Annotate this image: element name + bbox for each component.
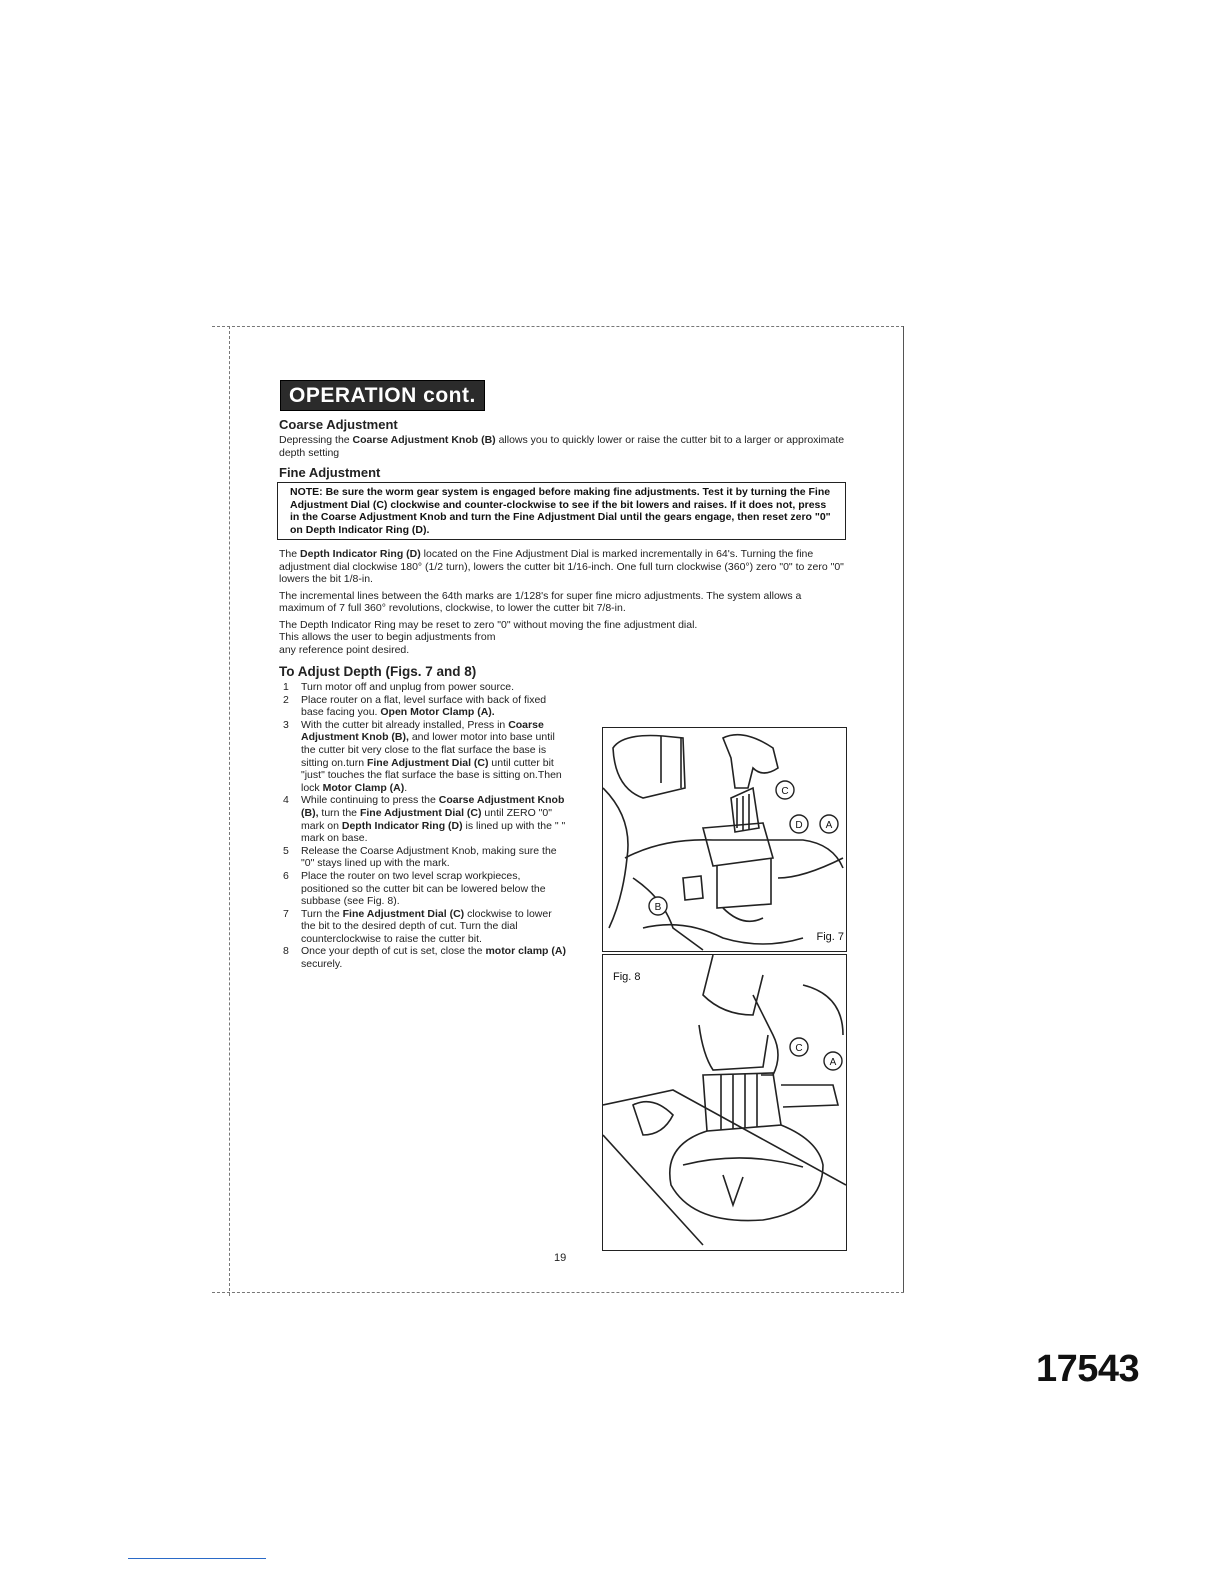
callout-c-fig8: C (795, 1043, 803, 1054)
step-1: 1 Turn motor off and unplug from power source. (283, 681, 515, 693)
coarse-text: Depressing the Coarse Adjustment Knob (B) allows you to quickly lower or raise the cutter bit to a larger or approximate depth setting (279, 434, 845, 459)
fig7-label: Fig. 7 (816, 931, 844, 943)
callout-d-fig7: D (795, 820, 803, 831)
step-8: 8 Once your depth of cut is set, close the motor clamp (A) securely. (283, 945, 566, 971)
page-number: 19 (554, 1252, 567, 1264)
cut-line-left (229, 326, 230, 1296)
cut-line-bottom (212, 1292, 904, 1293)
router-fig7-illustration (603, 728, 846, 951)
cut-line-right (903, 326, 904, 1292)
step-7: 7 Turn the Fine Adjustment Dial (C) clockwise to lower the bit to the desired depth of cut. Turn the dial counterclockwise to raise the cutter bit. (283, 907, 552, 945)
callout-c-fig7: C (781, 786, 789, 797)
fig8-label: Fig. 8 (613, 971, 641, 983)
callout-a-fig7: A (825, 820, 833, 831)
depth-steps-column (277, 660, 567, 971)
callout-b-fig7: B (654, 902, 662, 913)
fine-heading: Fine Adjustment (279, 465, 381, 480)
step-3: 3 With the cutter bit already installed, Press in Coarse Adjustment Knob (B), and lower motor into base until the cutter bit very close to the flat surface the base is sitting on.turn Fine Adjustment Dial (C) until cutter bit "just" touches the flat surface the base is sitting on.Then lock Motor Clamp (A). (283, 718, 562, 794)
section-banner (280, 380, 485, 411)
document-number: 17543 (1036, 1348, 1140, 1390)
depth-ring-paragraph: The Depth Indicator Ring (D) located on the Fine Adjustment Dial is marked incrementally in 64's. Turning the fine adjustment dial clockwise 180° (1/2 turn), lowers the cutter bit 1/16-inch. One full turn clockwise (360°) zero "0" to zero "0" lowers the bit 1/8-in. (279, 548, 844, 585)
step-5: 5 Release the Coarse Adjustment Knob, making sure the "0" stays lined up with the mark. (283, 844, 557, 870)
note-box: NOTE: Be sure the worm gear system is engaged before making fine adjustments. Test it by turning the Fine Adjustment Dial (C) clockwise and counter-clockwise to see if the bit lowers and raises. If it does not, press in the Coarse Adjustment Knob and turn the Fine Adjustment Dial until the gears engage, then reset zero "0" on Depth Indicator Ring (D). (277, 482, 846, 540)
step-2: 2 Place router on a flat, level surface with back of fixed base facing you. Open Motor Clamp (A). (283, 693, 547, 719)
banner-title: OPERATION (289, 384, 417, 407)
footer-rule (128, 1558, 266, 1559)
figure-7 (602, 727, 847, 952)
banner-suffix: cont. (423, 384, 476, 407)
depth-heading: To Adjust Depth (Figs. 7 and 8) (279, 664, 477, 679)
figure-8 (602, 954, 847, 1251)
step-4: 4 While continuing to press the Coarse Adjustment Knob (B), turn the Fine Adjustment Dial (C) until ZERO "0" mark on Depth Indicator Ring (D) is lined up with the " " mark on base. (283, 794, 566, 845)
callout-a-fig8: A (829, 1057, 837, 1068)
cut-line-top (212, 326, 904, 327)
reset-paragraph: The Depth Indicator Ring may be reset to zero "0" without moving the fine adjustment dial. This allows the user to begin adjustments from any reference point desired. (279, 618, 698, 656)
step-6: 6 Place the router on two level scrap workpieces, positioned so the cutter bit can be lowered below the subbase (see Fig. 8). (283, 869, 546, 908)
depth-steps (277, 681, 567, 971)
coarse-heading: Coarse Adjustment (279, 417, 398, 432)
router-fig8-illustration (603, 955, 846, 1250)
increment-paragraph: The incremental lines between the 64th marks are 1/128's for super fine micro adjustments. The system allows a maximum of 7 full 360° revolutions, clockwise, to lower the cutter bit 7/8-in. (279, 589, 802, 614)
